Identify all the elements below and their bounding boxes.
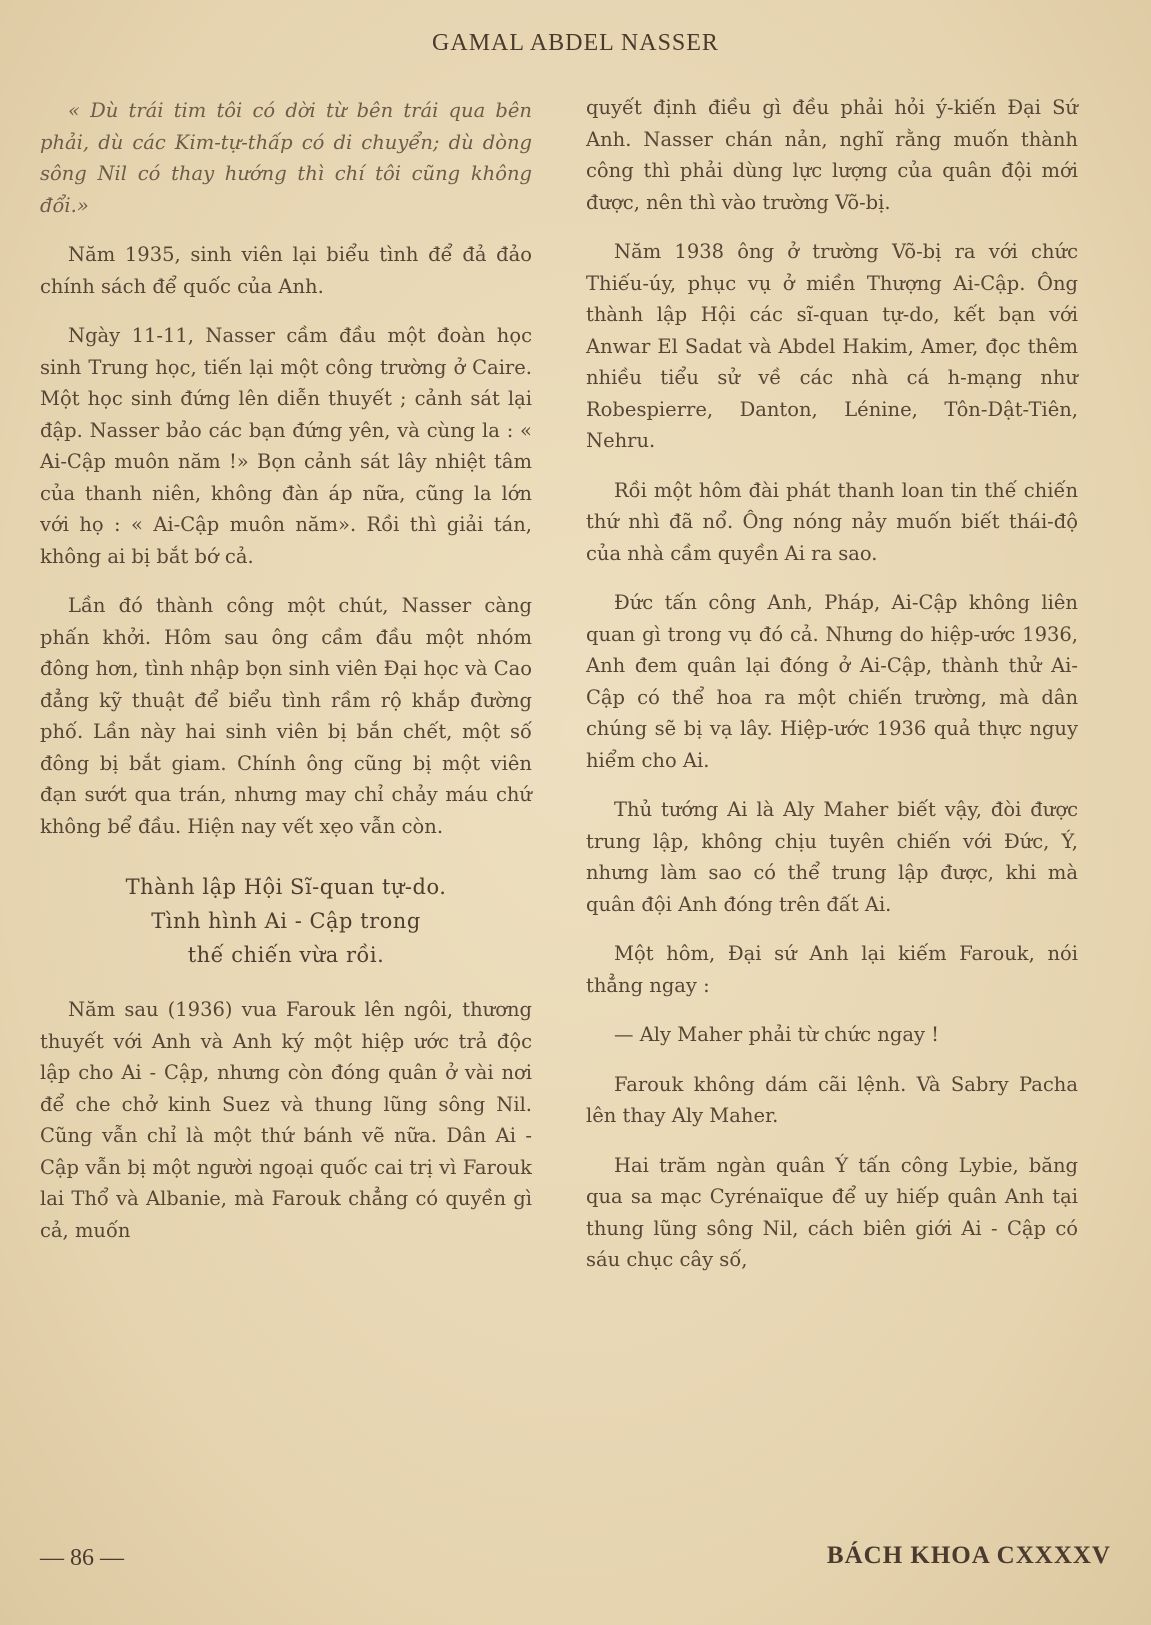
paragraph: Lần đó thành công một chút, Nasser càng phấn khởi. Hôm sau ông cầm đầu một nhóm đông hơn, tình nhập bọn sinh viên Đại học và Cao đẳng kỹ thuật để biểu tình rầm rộ khắp đường phố. Lần này hai sinh viên bị bắn chết, một số đông bị bắt giam. Chính ông cũng bị một viên đạn sướt qua trán, nhưng may chỉ chảy máu chứ không bể đầu. Hiện nay vết xẹo vẫn còn.: [40, 594, 532, 838]
magazine-issue: BÁCH KHOA CXXXXV: [826, 1542, 1111, 1569]
paragraph: Một hôm, Đại sứ Anh lại kiếm Farouk, nói thẳng ngay :: [586, 942, 1078, 997]
dialogue-line: — Aly Maher phải từ chức ngay !: [614, 1023, 940, 1046]
paragraph: Hai trăm ngàn quân Ý tấn công Lybie, băng qua sa mạc Cyrénaïque để uy hiếp quân Anh tại thung lũng sông Nil, cách biên giới Ai - Cập có sáu chục cây số,: [586, 1153, 1078, 1271]
paragraph: Ngày 11-11, Nasser cầm đầu một đoàn học sinh Trung học, tiến lại một công trường ở Caire. Một học sinh đứng lên diễn thuyết ; cảnh sát lại đập. Nasser bảo các bạn đứng yên, và cùng la : « Ai-Cập muôn năm !» Bọn cảnh sát lây nhiệt tâm của thanh niên, không đàn áp nữa, cũng la lớn với họ : « Ai-Cập muôn năm». Rồi thì giải tán, không ai bị bắt bớ cả.: [40, 324, 532, 568]
paragraph: Thủ tướng Ai là Aly Maher biết vậy, đòi được trung lập, không chịu tuyên chiến với Đức, Ý, nhưng làm sao có thể trung lập được, khi mà quân đội Anh đóng trên đất Ai.: [586, 798, 1078, 916]
page-number: — 86 —: [40, 1545, 124, 1571]
section-heading-line: thế chiến vừa rồi.: [187, 943, 385, 967]
right-column: [586, 92, 1078, 1294]
paragraph-continued: quyết định điều gì đều phải hỏi ý-kiến Đại Sứ Anh. Nasser chán nản, nghĩ rằng muốn thành công thì phải dùng lực lượng của quân đội mới được, nên thì vào trường Võ-bị.: [586, 96, 1078, 214]
running-head: GAMAL ABDEL NASSER: [432, 30, 719, 56]
paragraph: Farouk không dám cãi lệnh. Và Sabry Pacha lên thay Aly Maher.: [586, 1072, 1078, 1127]
left-column: [40, 95, 532, 1264]
paragraph: Đức tấn công Anh, Pháp, Ai-Cập không liên quan gì trong vụ đó cả. Nhưng do hiệp-ước 1936, Anh đem quân lại đóng ở Ai-Cập, thành thử Ai-Cập có thể hoa ra một chiến trường, mà dân chúng sẽ bị vạ lây. Hiệp-ước 1936 quả thực nguy hiểm cho Ai.: [586, 591, 1078, 772]
paragraph: Rồi một hôm đài phát thanh loan tin thế chiến thứ nhì đã nổ. Ông nóng nảy muốn biết thái-độ của nhà cầm quyền Ai ra sao.: [586, 478, 1078, 565]
paragraph: Năm sau (1936) vua Farouk lên ngôi, thương thuyết với Anh và Anh ký một hiệp ước trả độc lập cho Ai - Cập, nhưng còn đóng quân ở vài nơi để che chở kinh Suez và thung lũng sông Nil. Cũng vẫn chỉ là một thứ bánh vẽ nữa. Dân Ai - Cập vẫn bị một người ngoại quốc cai trị vì Farouk lai Thổ và Albanie, mà Farouk chẳng có quyền gì cả, muốn: [40, 998, 532, 1242]
paragraph: Năm 1935, sinh viên lại biểu tình để đả đảo chính sách để quốc của Anh.: [40, 243, 532, 298]
section-heading: [40, 870, 532, 972]
paragraph: Năm 1938 ông ở trường Võ-bị ra với chức Thiếu-úy, phục vụ ở miền Thượng Ai-Cập. Ông thành lập Hội các sĩ-quan tự-do, kết bạn với Anwar El Sadat và Abdel Hakim, Amer, đọc thêm nhiều tiểu sử về các nhà cá h-mạng như Robespierre, Danton, Lénine, Tôn-Dật-Tiên, Nehru.: [586, 240, 1078, 452]
section-heading-line: Thành lập Hội Sĩ-quan tự-do.: [125, 875, 447, 899]
section-heading-line: Tình hình Ai - Cập trong: [151, 909, 421, 933]
epigraph-quote: « Dù trái tim tôi có dời từ bên trái qua bên phải, dù các Kim-tự-thấp có di chuyển; dù dòng sông Nil có thay hướng thì chí tôi cũng không đổi.»: [40, 99, 532, 217]
